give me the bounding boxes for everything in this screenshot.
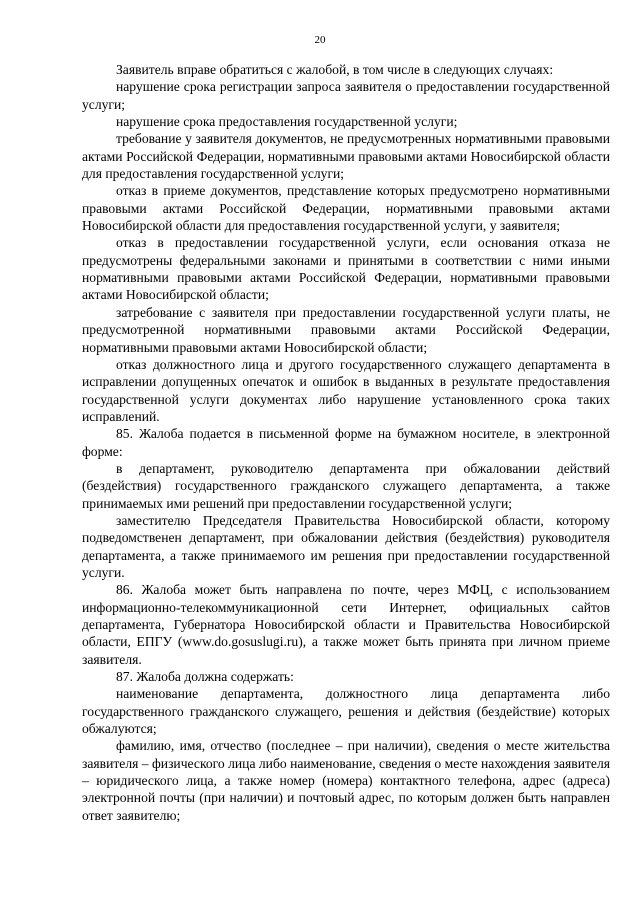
- page-number: 20: [314, 34, 326, 46]
- paragraph-to-department: в департамент, руководителю департамента при обжаловании действий (бездействия) государственного гражданского служащего департамента, а также принимаемых ими решений при предоставлении государственной услуги;: [82, 460, 610, 511]
- paragraph-unlawful-documents-request: требование у заявителя документов, не предусмотренных нормативными правовыми актами Российской Федерации, нормативными правовыми актами Новосибирской области для предоставления государственной услуги;: [82, 131, 610, 182]
- paragraph-service-deadline: нарушение срока предоставления государственной услуги;: [116, 114, 458, 130]
- paragraph-content-name-of-body: наименование департамента, должностного лица департамента либо государственного гражданского служащего, решения и действия (бездействие) которых обжалуются;: [82, 686, 610, 737]
- paragraph-complaint-cases-intro: Заявитель вправе обратиться с жалобой, в том числе в следующих случаях:: [116, 62, 554, 77]
- paragraph-refusal-corrections: отказ должностного лица и другого государственного служащего департамента в исправлении допущенных опечаток и ошибок в выданных в результате предоставления государственной услуги документах либо нарушение установленного срока таких исправлений.: [82, 356, 610, 424]
- paragraph-85-complaint-form: 85. Жалоба подается в письменной форме на бумажном носителе, в электронной форме:: [82, 426, 610, 459]
- paragraph-87-complaint-content: 87. Жалоба должна содержать:: [116, 669, 294, 685]
- paragraph-refusal-accept-documents: отказ в приеме документов, представление которых предусмотрено нормативными правовыми актами Российской Федерации, нормативными правовыми актами Новосибирской области для предоставления государственной услуги, у заявителя;: [82, 183, 610, 234]
- paragraph-to-deputy-chairman: заместителю Председателя Правительства Новосибирской области, которому подведомственен департамент, при обжаловании действия (бездействия) руководителя департамента, а также принимаемого им решения при предоставлении государственной услуги.: [82, 512, 610, 580]
- paragraph-registration-deadline: нарушение срока регистрации запроса заявителя о предоставлении государственной услуги;: [82, 79, 610, 112]
- document-body: [82, 61, 610, 824]
- paragraph-unlawful-fee: затребование с заявителя при предоставлении государственной услуги платы, не предусмотренной нормативными правовыми актами Российской Федерации, нормативными правовыми актами Новосибирской области;: [82, 304, 610, 355]
- paragraph-86-submission-channels: 86. Жалоба может быть направлена по почте, через МФЦ, с использованием информационно-телекоммуникационной сети Интернет, официальных сайтов департамента, Губернатора Новосибирской области и Правительства Новосибирской области, ЕПГУ (www.do.gosuslugi.ru), а также может быть принята при личном приеме заявителя.: [82, 582, 610, 667]
- paragraph-refusal-service: отказ в предоставлении государственной услуги, если основания отказа не предусмотрены федеральными законами и принятыми в соответствии с ними иными нормативными правовыми актами Российской Федерации, нормативными правовыми актами Новосибирской области;: [82, 235, 610, 303]
- paragraph-content-applicant-details: фамилию, имя, отчество (последнее – при наличии), сведения о месте жительства заявителя – физического лица либо наименование, сведения о месте нахождения заявителя – юридического лица, а также номер (номера) контактного телефона, адрес (адреса) электронной почты (при наличии) и почтовый адрес, по которым должен быть направлен ответ заявителю;: [82, 738, 610, 823]
